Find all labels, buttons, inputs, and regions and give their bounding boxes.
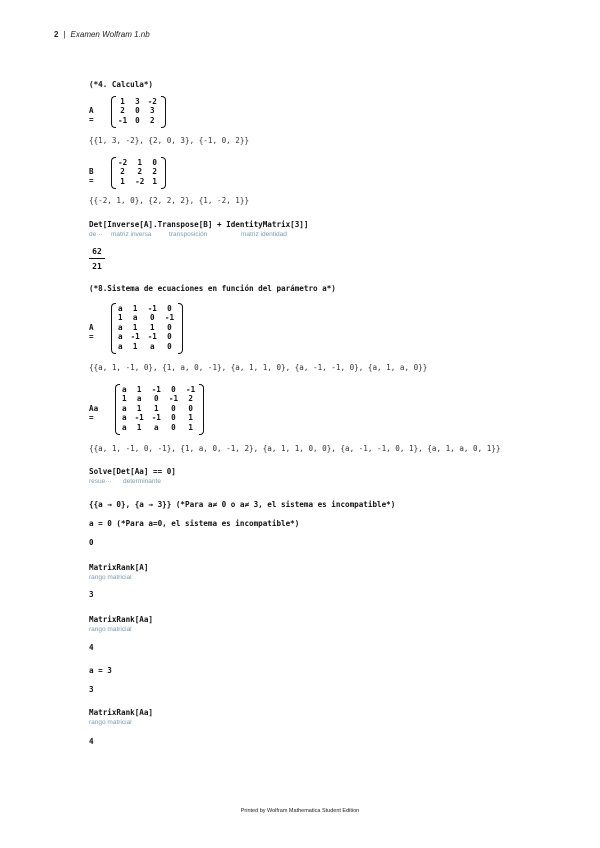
matrix-cell: a xyxy=(154,422,159,432)
matrix-right-bracket xyxy=(199,384,204,435)
matrix-cell: 1 xyxy=(122,394,127,404)
matrix-cell: -1 xyxy=(147,332,157,342)
matrix-right-bracket xyxy=(161,96,166,128)
solve-output: {{a → 0}, {a → 3}} (*Para a≠ 0 o a≠ 3, el sistema es incompatible*) xyxy=(89,500,396,509)
matrix-cell: 1 xyxy=(132,341,138,351)
matrix-cell: 2 xyxy=(150,115,155,125)
matrix-cell: 1 xyxy=(118,313,123,323)
matrix-cell: 1 xyxy=(132,322,138,332)
matrix-a-output: {{1, 3, -2}, {2, 0, 3}, {-1, 0, 2}} xyxy=(89,136,250,145)
matrix-cell: 2 xyxy=(120,167,125,177)
matrix-cell: 0 xyxy=(167,304,172,313)
matrix-cell: 2 xyxy=(152,167,157,177)
matrix-cell: 1 xyxy=(188,413,193,423)
assign-a-zero: a = 0 (*Para a=0, el sistema es incompatible*) xyxy=(89,519,300,528)
matrix-cell: -1 xyxy=(147,304,157,313)
matrix-cell: 1 xyxy=(120,97,125,106)
matrix-label: A = xyxy=(89,106,94,125)
hint-det: de··· xyxy=(89,231,103,238)
matrix-right-bracket xyxy=(178,303,183,354)
matrix-aa-output: {{a, 1, -1, 0, -1}, {1, a, 0, -1, 2}, {a, 1, 1, 0, 0}, {a, -1, -1, 0, 1}, {a, 1, a, 0, 1}} xyxy=(89,444,501,453)
matrix-cell: -1 xyxy=(151,385,161,394)
hint-identity: matriz identidad xyxy=(241,231,287,238)
matrix-cell: 0 xyxy=(188,403,193,413)
hint-determinant: determinante xyxy=(123,478,161,485)
rank-aa-expression: MatrixRank[Aa] xyxy=(89,615,154,624)
rank-aa-output-2: 4 xyxy=(89,737,94,746)
matrix-cell: a xyxy=(122,413,127,423)
assign-a-three-output: 3 xyxy=(89,685,94,694)
matrix-cell: -1 xyxy=(186,385,196,394)
matrix-grid xyxy=(114,158,161,186)
matrix-cell: 2 xyxy=(137,167,143,177)
matrix-cell: 1 xyxy=(152,176,157,186)
matrix-cell: a xyxy=(150,341,155,351)
rank-aa-expression-2: MatrixRank[Aa] xyxy=(89,708,154,717)
matrix-cell: a xyxy=(122,422,127,432)
matrix-cell: 0 xyxy=(171,385,176,394)
rank-aa-output: 4 xyxy=(89,643,94,652)
comment-calcula: (*4. Calcula*) xyxy=(89,80,154,89)
matrix-cell: 0 xyxy=(135,115,140,125)
matrix-cell: 1 xyxy=(136,385,142,394)
matrix-cell: 0 xyxy=(167,341,172,351)
matrix-right-bracket xyxy=(161,157,166,189)
matrix-grid xyxy=(118,385,199,432)
matrix-cell: a xyxy=(118,341,123,351)
matrix-label: Aa = xyxy=(89,403,99,422)
rank-a-hint: rango matricial xyxy=(89,574,132,581)
matrix-cell: 0 xyxy=(150,313,155,323)
matrix-cell: 0 xyxy=(171,413,176,423)
matrix-cell: -1 xyxy=(151,413,161,423)
matrix-cell: 0 xyxy=(171,403,176,413)
matrix-cell: -2 xyxy=(147,97,157,106)
matrix-cell: -1 xyxy=(130,332,140,342)
matrix-cell: -2 xyxy=(135,176,145,186)
matrix-cell: -1 xyxy=(118,115,128,125)
assign-a-three: a = 3 xyxy=(89,666,112,675)
matrix-cell: -1 xyxy=(164,313,175,323)
matrix-cell: 1 xyxy=(136,422,142,432)
matrix-cell: -1 xyxy=(168,394,179,404)
matrix-cell: 0 xyxy=(167,332,172,342)
matrix-cell: 1 xyxy=(154,403,159,413)
fraction-numerator: 62 xyxy=(89,247,105,259)
matrix-grid xyxy=(114,97,161,125)
matrix-cell: -1 xyxy=(134,413,144,423)
matrix-cell: 3 xyxy=(135,97,140,106)
matrix-cell: a xyxy=(122,403,127,413)
matrix-cell: 1 xyxy=(137,158,143,167)
matrix-cell: 1 xyxy=(136,403,142,413)
rank-a-expression: MatrixRank[A] xyxy=(89,563,149,572)
rank-a-output: 3 xyxy=(89,590,94,599)
fraction-denominator: 21 xyxy=(92,262,102,271)
matrix-cell: 0 xyxy=(171,422,176,432)
matrix-cell: a xyxy=(132,313,138,323)
rank-aa-hint-2: rango matricial xyxy=(89,719,132,726)
header-separator: | xyxy=(63,30,66,39)
matrix-cell: 1 xyxy=(120,176,125,186)
matrix-cell: 2 xyxy=(188,394,193,404)
matrix-cell: a xyxy=(118,332,123,342)
matrix-cell: 0 xyxy=(135,106,140,116)
matrix-cell: 1 xyxy=(150,322,155,332)
matrix-grid xyxy=(114,304,178,351)
matrix-label: A = xyxy=(89,322,94,341)
matrix-a-param-output: {{a, 1, -1, 0}, {1, a, 0, -1}, {a, 1, 1, 0}, {a, -1, -1, 0}, {a, 1, a, 0}} xyxy=(89,363,428,372)
matrix-cell: 2 xyxy=(120,106,125,116)
page-header xyxy=(54,30,150,39)
matrix-cell: 0 xyxy=(167,322,172,332)
print-footer: Printed by Wolfram Mathematica Student Edition xyxy=(240,808,360,814)
solve-expression: Solve[Det[Aa] == 0] xyxy=(89,467,176,476)
matrix-cell: 1 xyxy=(132,304,138,313)
matrix-cell: a xyxy=(122,385,127,394)
matrix-label: B = xyxy=(89,167,94,186)
assign-a-zero-output: 0 xyxy=(89,538,94,547)
comment-sistema: (*8.Sistema de ecuaciones en función del parámetro a*) xyxy=(89,284,336,293)
notebook-title: Examen Wolfram 1.nb xyxy=(70,30,150,39)
page-number: 2 xyxy=(54,30,59,39)
matrix-cell: a xyxy=(118,322,123,332)
matrix-cell: 3 xyxy=(150,106,155,116)
matrix-cell: 0 xyxy=(154,394,159,404)
matrix-cell: 0 xyxy=(152,158,157,167)
matrix-cell: -2 xyxy=(118,158,128,167)
matrix-cell: 1 xyxy=(188,422,193,432)
det-result-fraction xyxy=(89,247,105,271)
rank-aa-hint: rango matricial xyxy=(89,626,132,633)
matrix-cell: a xyxy=(118,304,123,313)
matrix-cell: a xyxy=(136,394,142,404)
hint-inverse: matriz inversa xyxy=(111,231,152,238)
hint-solve: resue··· xyxy=(89,478,112,485)
det-expression: Det[Inverse[A].Transpose[B] + IdentityMatrix[3]] xyxy=(89,220,309,229)
matrix-b-output: {{-2, 1, 0}, {2, 2, 2}, {1, -2, 1}} xyxy=(89,196,250,205)
hint-transpose: transposición xyxy=(169,231,208,238)
